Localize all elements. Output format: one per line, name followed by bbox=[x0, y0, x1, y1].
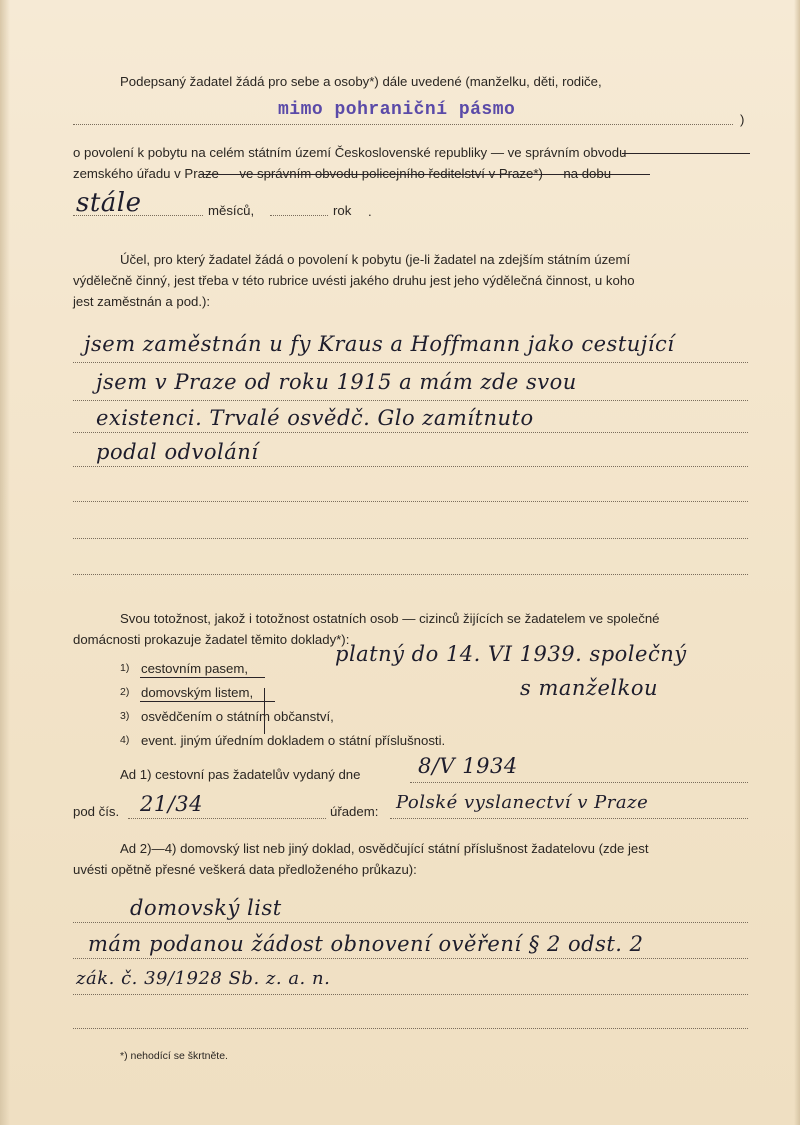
strike-spravnim-obvodu bbox=[622, 153, 750, 154]
permit-line-3a: zemsk bbox=[73, 166, 112, 181]
purpose-line-2 bbox=[73, 400, 748, 401]
home-line-4 bbox=[73, 1028, 748, 1029]
home-handwritten-1: domovský list bbox=[130, 896, 282, 920]
pass-office-line bbox=[390, 818, 748, 819]
footnote: *) nehodící se škrtněte. bbox=[120, 1050, 228, 1062]
permit-line-2b: správním obvodu bbox=[525, 145, 627, 160]
pass-date-handwritten: 8/V 1934 bbox=[418, 754, 518, 778]
ad24-text-1: Ad 2)—4) domovský list neb jiný doklad, osvědčující státní příslušnost žadatelovu (zde jest bbox=[120, 841, 649, 856]
intro-text: Podepsaný žadatel žádá pro sebe a osoby*) dále uvedené (manželku, děti, rodiče, bbox=[120, 74, 602, 89]
home-line-3 bbox=[73, 994, 748, 995]
doc1-number: 1) bbox=[120, 662, 130, 674]
doc4-label: event. jiným úředním dokladem o státní příslušnosti. bbox=[141, 733, 446, 748]
purpose-text-3: jest zaměstnán a pod.): bbox=[73, 294, 211, 309]
purpose-handwritten-2: jsem v Praze od roku 1915 a mám zde svou bbox=[96, 370, 577, 394]
year-line bbox=[270, 215, 328, 216]
paper-edge-left bbox=[0, 0, 10, 1125]
duration-line bbox=[73, 215, 203, 216]
purpose-text-2: výdělečně činný, jest třeba v této rubrice uvésti jakého druhu jest jeho výdělečná činnost, u koho bbox=[73, 273, 635, 288]
permit-line-2a: o povolení k pobytu na celém státním území Československé republiky — ve bbox=[73, 145, 526, 160]
purpose-line-6 bbox=[73, 538, 748, 539]
pass-number-handwritten: 21/34 bbox=[140, 792, 204, 816]
purpose-line-7 bbox=[73, 574, 748, 575]
strike-urad-policejni bbox=[200, 174, 650, 175]
home-line-1 bbox=[73, 922, 748, 923]
label-mesicu: měsíců, bbox=[208, 203, 255, 218]
doc4-number: 4) bbox=[120, 734, 130, 746]
home-handwritten-2: mám podanou žádost obnovení ověření § 2 odst. 2 bbox=[88, 932, 644, 956]
validity-handwritten-1: platný do 14. VI 1939. společný bbox=[335, 642, 687, 666]
purpose-handwritten-3: existenci. Trvalé osvědč. Glo zamítnuto bbox=[96, 406, 534, 430]
doc3-label: osvědčením o státním občanství, bbox=[141, 709, 334, 724]
permit-line-3c: *) — na dobu bbox=[533, 166, 612, 181]
purpose-line-4 bbox=[73, 466, 748, 467]
paper-edge-right bbox=[794, 0, 800, 1125]
doc2-number: 2) bbox=[120, 686, 130, 698]
persons-line bbox=[73, 124, 733, 125]
ad24-text-2: uvésti opětně přesné veškerá data předloženého průkazu): bbox=[73, 862, 417, 877]
uradem-label: úřadem: bbox=[330, 804, 379, 819]
underline-doc1 bbox=[140, 677, 265, 678]
close-paren: ) bbox=[740, 112, 745, 127]
permit-line-3b: ého úřadu v Praze — ve správním obvodu policejního ředitelství v Praze bbox=[111, 166, 534, 181]
identity-text-1: Svou totožnost, jakož i totožnost ostatních osob — cizinců žijících se žadatelem ve společné bbox=[120, 611, 660, 626]
home-line-2 bbox=[73, 958, 748, 959]
duration-handwritten: stále bbox=[76, 188, 142, 218]
label-rok: rok bbox=[333, 203, 352, 218]
purpose-handwritten-1: jsem zaměstnán u fy Kraus a Hoffmann jako cestující bbox=[84, 332, 675, 356]
pod-cis-label: pod čís. bbox=[73, 804, 120, 819]
pass-number-line bbox=[128, 818, 326, 819]
purpose-handwritten-4: podal odvolání bbox=[96, 440, 259, 464]
doc1-label: cestovním pasem, bbox=[141, 661, 249, 676]
purpose-line-1 bbox=[73, 362, 748, 363]
permit-line-2 bbox=[73, 145, 626, 161]
validity-handwritten-2: s manželkou bbox=[520, 676, 659, 700]
identity-text-2: domácnosti prokazuje žadatel těmito doklady*): bbox=[73, 632, 350, 647]
rok-dot: . bbox=[368, 204, 372, 219]
purpose-line-5 bbox=[73, 501, 748, 502]
pass-date-line bbox=[410, 782, 748, 783]
purpose-line-3 bbox=[73, 432, 748, 433]
ad1-label: Ad 1) cestovní pas žadatelův vydaný dne bbox=[120, 767, 361, 782]
pass-office-handwritten: Polské vyslanectví v Praze bbox=[396, 792, 649, 813]
home-handwritten-3: zák. č. 39/1928 Sb. z. a. n. bbox=[76, 968, 331, 989]
doc2-label: domovským listem, bbox=[141, 685, 254, 700]
underline-doc2 bbox=[140, 701, 275, 702]
purpose-text-1: Účel, pro který žadatel žádá o povolení k pobytu (je-li žadatel na zdejším státním území bbox=[120, 252, 631, 267]
doc3-number: 3) bbox=[120, 710, 130, 722]
typed-border-zone: mimo pohraniční pásmo bbox=[278, 100, 516, 120]
